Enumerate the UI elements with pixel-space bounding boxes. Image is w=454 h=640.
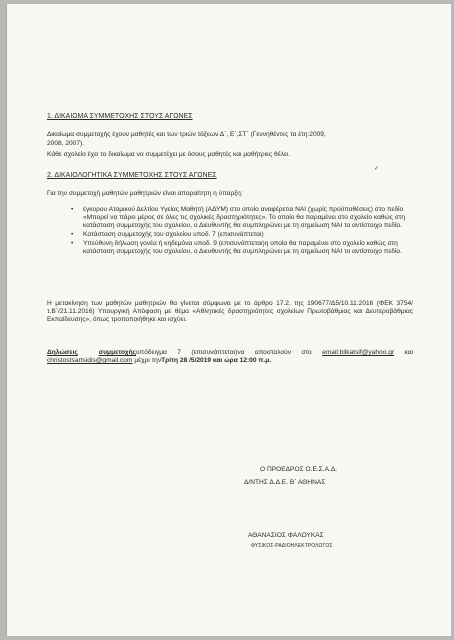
- signature-title-1: Ο ΠΡΟΕΔΡΟΣ Ο.Ε.Σ.Α.Δ.: [260, 466, 338, 473]
- check-mark: ✓: [374, 166, 380, 172]
- email-link-2[interactable]: christostsartsidis@gmail.com: [47, 357, 133, 365]
- section1-line1: Δικαίωμα συμμετοχής έχουν μαθητές και των τριών τάξεων Δ΄, Ε΄,ΣΤ΄ (Γεννηθέντες τα έτη:2009,: [47, 131, 326, 138]
- list-item: • Υπεύθυνη δήλωση γονέα ή κηδεμόνα υποδ. 9 (επισυνάπτεται)η οποία θα παραμένει στο σχολείο καθώς στη κατάσταση συμμετοχής του σχολείου, ο Διευθυντής θα συμπληρώνει με τη σημείωση ΝΑΙ το αντίστοιχο πεδίο.: [71, 239, 402, 255]
- list-item: • έγκυρου Ατομικού Δελτίου Υγείας Μαθητή (ΑΔΥΜ) στο οποίο αναφέρεται ΝΑΙ (χωρίς προϋποθέσεις) στο πεδίο «Μπορεί να πάρει μέρος σε όλες τις σχολικές δραστηριότητες». Το οποίο θα παραμένει στο σχολείο καθώς στη κατάσταση συμμετοχής του σχολείου, ο Διευθυντής θα συμπληρώνει με τη σημείωση ΝΑΙ το αντίστοιχο πεδίο.: [71, 206, 406, 230]
- signature-role: ΦΥΣΙΚΟΣ-ΡΑΔΙΟΗΛΕΚΤΡΟΛΟΓΟΣ: [251, 543, 333, 549]
- bullet-icon: •: [71, 239, 74, 247]
- list-item: • Κατάσταση συμμετοχής του σχολείου υποδ. 7 (επισυνάπτεται): [71, 231, 264, 238]
- section2-intro: Για την συμμετοχή μαθητών μαθητριών είναι απαραίτητη η ύπαρξη:: [47, 190, 243, 197]
- bullet-icon: •: [71, 231, 74, 238]
- section1-line2: 2008, 2007).: [47, 140, 85, 147]
- document-page: [6, 4, 451, 636]
- requirements-list: [71, 206, 411, 256]
- signature-name: ΑΘΑΝΑΣΙΟΣ ΦΑΛΟΥΚΑΣ: [248, 532, 324, 539]
- section1-line3: Κάθε σχολείο έχει το δικαίωμα να συμμετέχει με όσους μαθητές και μαθήτριες θέλει.: [47, 151, 291, 158]
- email-link-1[interactable]: email:bilkatsif@yahoo.gr: [322, 349, 395, 356]
- section2-heading: 2. ΔΙΚΑΙΟΛΟΓΗΤΙΚΑ ΣΥΜΜΕΤΟΧΗΣ ΣΤΟΥΣ ΑΓΩΝΕΣ: [47, 172, 217, 179]
- bullet-icon: •: [71, 206, 74, 213]
- signature-title-2: Δ/ΝΤΗΣ Δ.Δ.Ε. Β΄ ΑΘΗΝΑΣ: [244, 479, 326, 486]
- declaration-paragraph: Δηλώσεις συμμετοχήςυπόδειγμα 7 (επισυνάπτεται)να αποσταλούν στο email:bilkatsif@yahoo.gr και christostsartsidis@gmail.com μέχρι τηνΤρίτη 28 /5/2019 και ώρα 12:00 π.μ.: [47, 349, 413, 365]
- movement-paragraph: Η μετακίνηση των μαθητών μαθητριών θα γίνεται σύμφωνα με το άρθρο 17.2. της 190677/Δ5/10.11.2016 (ΦΕΚ 3754/τ.Β΄/21.11.2016) Υπουργική Απόφαση με θέμα «Αθλητικές δραστηριότητες σχολείων Πρωτοβάθμιας και Δευτεροβάθμιας Εκπαίδευσης», όπως τροποποιήθηκε και ισχύει.: [47, 300, 413, 324]
- section1-heading: 1. ΔΙΚΑΙΩΜΑ ΣΥΜΜΕΤΟΧΗΣ ΣΤΟΥΣ ΑΓΩΝΕΣ: [47, 113, 193, 120]
